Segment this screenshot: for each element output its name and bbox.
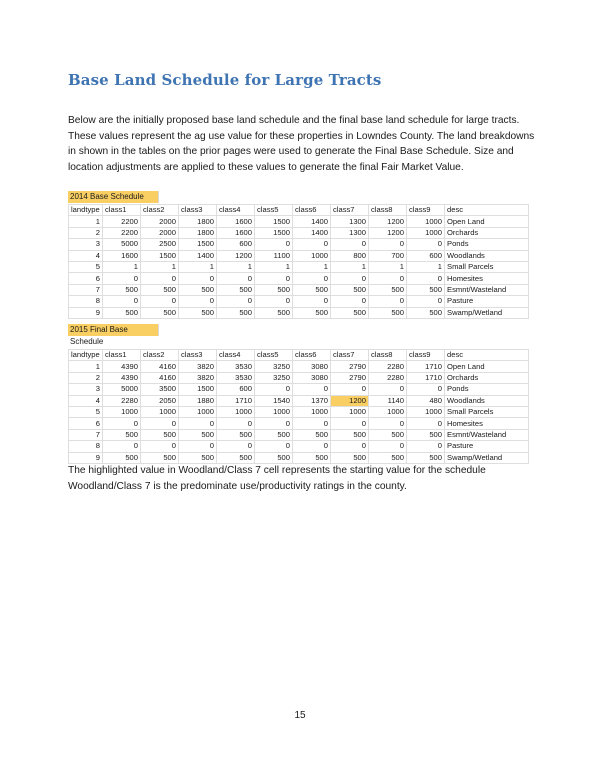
- table-row: [69, 284, 529, 295]
- column-header: class8: [369, 350, 407, 361]
- value-cell: 0: [369, 273, 407, 284]
- value-cell: 0: [293, 273, 331, 284]
- landtype-cell: 5: [69, 261, 103, 272]
- value-cell: 1: [103, 261, 141, 272]
- column-header: class3: [179, 205, 217, 216]
- value-cell: 3250: [255, 372, 293, 383]
- value-cell: 1000: [407, 216, 445, 227]
- desc-cell: Esmnt/Wasteland: [445, 284, 529, 295]
- value-cell: 0: [255, 273, 293, 284]
- value-cell: 1000: [369, 406, 407, 417]
- value-cell: 0: [141, 418, 179, 429]
- column-header: class1: [103, 205, 141, 216]
- value-cell: 3820: [179, 361, 217, 372]
- schedule-2014: [68, 186, 528, 319]
- value-cell: 500: [141, 284, 179, 295]
- value-cell: 0: [407, 273, 445, 284]
- value-cell: 1400: [293, 227, 331, 238]
- column-header: class7: [331, 350, 369, 361]
- value-cell: 1500: [179, 239, 217, 250]
- value-cell: 1000: [103, 406, 141, 417]
- schedule-title: 2014 Base Schedule: [68, 191, 159, 203]
- table-row: [69, 429, 529, 440]
- value-cell: 2000: [141, 227, 179, 238]
- value-cell: 0: [331, 384, 369, 395]
- table-row: [69, 250, 529, 261]
- intro-line: These values represent the ag use value for these properties in Lowndes County. The land breakdowns: [68, 130, 535, 142]
- value-cell: 3080: [293, 372, 331, 383]
- value-cell: 2280: [369, 361, 407, 372]
- value-cell: 0: [293, 296, 331, 307]
- value-cell: 1400: [179, 250, 217, 261]
- value-cell: 1710: [407, 372, 445, 383]
- value-cell: 0: [141, 441, 179, 452]
- value-cell: 1: [407, 261, 445, 272]
- landtype-cell: 8: [69, 441, 103, 452]
- value-cell: 500: [217, 284, 255, 295]
- value-cell: 0: [293, 239, 331, 250]
- value-cell: 1200: [217, 250, 255, 261]
- landtype-cell: 6: [69, 273, 103, 284]
- intro-line: Below are the initially proposed base land schedule and the final base land schedule for large tracts.: [68, 115, 520, 126]
- column-header: class5: [255, 350, 293, 361]
- value-cell: 1000: [141, 406, 179, 417]
- value-cell: 500: [103, 452, 141, 463]
- value-cell: 0: [407, 441, 445, 452]
- value-cell: 2790: [331, 372, 369, 383]
- desc-cell: Homesites: [445, 418, 529, 429]
- value-cell: 500: [255, 429, 293, 440]
- value-cell: 2500: [141, 239, 179, 250]
- value-cell: 500: [331, 429, 369, 440]
- value-cell: 3500: [141, 384, 179, 395]
- column-header: class4: [217, 350, 255, 361]
- value-cell: 1000: [407, 227, 445, 238]
- page-number: 15: [294, 710, 306, 721]
- desc-cell: Ponds: [445, 239, 529, 250]
- value-cell: 4390: [103, 372, 141, 383]
- value-cell: 0: [179, 273, 217, 284]
- landtype-cell: 3: [69, 384, 103, 395]
- value-cell: 500: [103, 307, 141, 318]
- column-header: class4: [217, 205, 255, 216]
- value-cell: 1: [369, 261, 407, 272]
- column-header: class1: [103, 350, 141, 361]
- table-header-row: [69, 350, 529, 361]
- table-row: [69, 273, 529, 284]
- value-cell: 0: [179, 296, 217, 307]
- intro-line: in shown in the tables on the prior pages were used to generate the Final Base Schedule. Size and: [68, 146, 514, 158]
- desc-cell: Orchards: [445, 372, 529, 383]
- value-cell: 1600: [217, 227, 255, 238]
- value-cell: 0: [293, 441, 331, 452]
- table-row: [69, 384, 529, 395]
- value-cell: 0: [255, 418, 293, 429]
- value-cell: 1500: [255, 227, 293, 238]
- value-cell: 500: [179, 429, 217, 440]
- value-cell: 0: [407, 239, 445, 250]
- value-cell: 0: [369, 239, 407, 250]
- value-cell: 0: [331, 239, 369, 250]
- value-cell: 1: [179, 261, 217, 272]
- schedule-table: [68, 204, 529, 319]
- value-cell: 500: [217, 429, 255, 440]
- value-cell: 1: [255, 261, 293, 272]
- value-cell: 1600: [217, 216, 255, 227]
- value-cell: 1710: [217, 395, 255, 406]
- table-row: [69, 239, 529, 250]
- landtype-cell: 9: [69, 307, 103, 318]
- value-cell: 500: [407, 452, 445, 463]
- value-cell: 1540: [255, 395, 293, 406]
- value-cell: 1100: [255, 250, 293, 261]
- value-cell: 0: [331, 296, 369, 307]
- landtype-cell: 1: [69, 361, 103, 372]
- value-cell: 600: [217, 239, 255, 250]
- value-cell: 1200: [369, 227, 407, 238]
- desc-cell: Homesites: [445, 273, 529, 284]
- value-cell: 500: [217, 307, 255, 318]
- column-header: class5: [255, 205, 293, 216]
- value-cell: 0: [103, 418, 141, 429]
- value-cell: 500: [103, 429, 141, 440]
- value-cell: 500: [293, 284, 331, 295]
- value-cell: 0: [369, 418, 407, 429]
- desc-cell: Woodlands: [445, 250, 529, 261]
- value-cell: 0: [293, 418, 331, 429]
- value-cell: 500: [141, 429, 179, 440]
- value-cell: 1600: [103, 250, 141, 261]
- column-header: class9: [407, 350, 445, 361]
- value-cell: 3080: [293, 361, 331, 372]
- schedule-table: [68, 349, 529, 464]
- value-cell: 500: [407, 284, 445, 295]
- column-header: desc: [445, 350, 529, 361]
- value-cell: 0: [255, 296, 293, 307]
- value-cell: 2280: [103, 395, 141, 406]
- value-cell: 500: [331, 284, 369, 295]
- value-cell: 500: [407, 429, 445, 440]
- value-cell: 1000: [217, 406, 255, 417]
- value-cell: 1000: [331, 406, 369, 417]
- value-cell: 480: [407, 395, 445, 406]
- value-cell: 0: [369, 384, 407, 395]
- value-cell: 0: [293, 384, 331, 395]
- value-cell: 1: [141, 261, 179, 272]
- value-cell: 1500: [141, 250, 179, 261]
- value-cell: 500: [179, 284, 217, 295]
- value-cell: 1000: [255, 406, 293, 417]
- schedule-title: 2015 Final Base Schedule: [68, 324, 159, 336]
- column-header: desc: [445, 205, 529, 216]
- value-cell: 1000: [293, 406, 331, 417]
- landtype-cell: 7: [69, 429, 103, 440]
- desc-cell: Esmnt/Wasteland: [445, 429, 529, 440]
- value-cell: 2050: [141, 395, 179, 406]
- value-cell: 1140: [369, 395, 407, 406]
- desc-cell: Pasture: [445, 296, 529, 307]
- value-cell: 1000: [293, 250, 331, 261]
- value-cell: 1880: [179, 395, 217, 406]
- value-cell: 4390: [103, 361, 141, 372]
- table-row: [69, 227, 529, 238]
- desc-cell: Swamp/Wetland: [445, 307, 529, 318]
- note-line: Woodland/Class 7 is the predominate use/productivity ratings in the county.: [68, 480, 407, 492]
- table-row: [69, 452, 529, 463]
- value-cell: 500: [331, 452, 369, 463]
- landtype-cell: 4: [69, 250, 103, 261]
- value-cell: 1: [331, 261, 369, 272]
- value-cell: 2000: [141, 216, 179, 227]
- value-cell: 2200: [103, 227, 141, 238]
- value-cell: 0: [255, 384, 293, 395]
- intro-line: location adjustments are applied to these values to generate the final Fair Market Value.: [68, 161, 464, 173]
- value-cell: 1300: [331, 216, 369, 227]
- desc-cell: Ponds: [445, 384, 529, 395]
- value-cell: 1800: [179, 216, 217, 227]
- desc-cell: Woodlands: [445, 395, 529, 406]
- column-header: class2: [141, 205, 179, 216]
- value-cell: 3530: [217, 372, 255, 383]
- schedule-2015: [68, 324, 528, 464]
- value-cell: 3250: [255, 361, 293, 372]
- landtype-cell: 4: [69, 395, 103, 406]
- value-cell: 1400: [293, 216, 331, 227]
- desc-cell: Open Land: [445, 216, 529, 227]
- value-cell: 0: [217, 273, 255, 284]
- value-cell: 0: [141, 273, 179, 284]
- value-cell: 2280: [369, 372, 407, 383]
- value-cell: 500: [179, 307, 217, 318]
- value-cell: 500: [293, 429, 331, 440]
- table-row: [69, 261, 529, 272]
- landtype-cell: 1: [69, 216, 103, 227]
- landtype-cell: 8: [69, 296, 103, 307]
- value-cell: 0: [255, 441, 293, 452]
- value-cell: 0: [407, 384, 445, 395]
- value-cell: 500: [293, 452, 331, 463]
- value-cell: 500: [369, 284, 407, 295]
- value-cell: 500: [217, 452, 255, 463]
- table-row: [69, 372, 529, 383]
- landtype-cell: 6: [69, 418, 103, 429]
- value-cell: 0: [331, 441, 369, 452]
- value-cell: 3820: [179, 372, 217, 383]
- landtype-cell: 5: [69, 406, 103, 417]
- desc-cell: Small Parcels: [445, 406, 529, 417]
- value-cell: 500: [293, 307, 331, 318]
- column-header: class6: [293, 205, 331, 216]
- value-cell: 0: [103, 296, 141, 307]
- highlighted-cell: 1200: [331, 395, 369, 406]
- value-cell: 0: [217, 441, 255, 452]
- note-line: The highlighted value in Woodland/Class 7 cell represents the starting value for the schedule: [68, 465, 486, 476]
- note-paragraph: [68, 463, 538, 494]
- value-cell: 4160: [141, 372, 179, 383]
- value-cell: 500: [255, 284, 293, 295]
- value-cell: 1200: [369, 216, 407, 227]
- value-cell: 600: [407, 250, 445, 261]
- value-cell: 1: [217, 261, 255, 272]
- landtype-cell: 9: [69, 452, 103, 463]
- value-cell: 800: [331, 250, 369, 261]
- table-row: [69, 307, 529, 318]
- value-cell: 600: [217, 384, 255, 395]
- value-cell: 500: [369, 452, 407, 463]
- landtype-cell: 2: [69, 372, 103, 383]
- desc-cell: Small Parcels: [445, 261, 529, 272]
- column-header: landtype: [69, 350, 103, 361]
- value-cell: 5000: [103, 384, 141, 395]
- value-cell: 0: [407, 418, 445, 429]
- value-cell: 0: [255, 239, 293, 250]
- value-cell: 500: [331, 307, 369, 318]
- table-row: [69, 406, 529, 417]
- table-row: [69, 395, 529, 406]
- value-cell: 1370: [293, 395, 331, 406]
- desc-cell: Pasture: [445, 441, 529, 452]
- value-cell: 1300: [331, 227, 369, 238]
- table-row: [69, 296, 529, 307]
- value-cell: 1000: [407, 406, 445, 417]
- value-cell: 500: [369, 307, 407, 318]
- value-cell: 0: [331, 418, 369, 429]
- value-cell: 0: [331, 273, 369, 284]
- desc-cell: Open Land: [445, 361, 529, 372]
- column-header: class7: [331, 205, 369, 216]
- value-cell: 0: [103, 441, 141, 452]
- column-header: landtype: [69, 205, 103, 216]
- value-cell: 500: [407, 307, 445, 318]
- value-cell: 1710: [407, 361, 445, 372]
- column-header: class2: [141, 350, 179, 361]
- landtype-cell: 7: [69, 284, 103, 295]
- page-heading: Base Land Schedule for Large Tracts: [68, 71, 382, 89]
- value-cell: 5000: [103, 239, 141, 250]
- value-cell: 500: [141, 452, 179, 463]
- value-cell: 0: [141, 296, 179, 307]
- column-header: class3: [179, 350, 217, 361]
- landtype-cell: 3: [69, 239, 103, 250]
- value-cell: 1500: [179, 384, 217, 395]
- landtype-cell: 2: [69, 227, 103, 238]
- table-row: [69, 216, 529, 227]
- value-cell: 500: [141, 307, 179, 318]
- value-cell: 0: [369, 441, 407, 452]
- column-header: class9: [407, 205, 445, 216]
- desc-cell: Swamp/Wetland: [445, 452, 529, 463]
- value-cell: 0: [369, 296, 407, 307]
- column-header: class6: [293, 350, 331, 361]
- value-cell: 3530: [217, 361, 255, 372]
- intro-paragraph: [68, 113, 538, 175]
- value-cell: 1000: [179, 406, 217, 417]
- value-cell: 500: [255, 452, 293, 463]
- value-cell: 1500: [255, 216, 293, 227]
- value-cell: 500: [103, 284, 141, 295]
- value-cell: 0: [179, 441, 217, 452]
- value-cell: 500: [255, 307, 293, 318]
- table-row: [69, 361, 529, 372]
- value-cell: 4160: [141, 361, 179, 372]
- value-cell: 2200: [103, 216, 141, 227]
- value-cell: 0: [217, 418, 255, 429]
- desc-cell: Orchards: [445, 227, 529, 238]
- value-cell: 700: [369, 250, 407, 261]
- value-cell: 2790: [331, 361, 369, 372]
- table-header-row: [69, 205, 529, 216]
- value-cell: 0: [407, 296, 445, 307]
- value-cell: 0: [217, 296, 255, 307]
- table-row: [69, 418, 529, 429]
- value-cell: 0: [103, 273, 141, 284]
- value-cell: 500: [179, 452, 217, 463]
- value-cell: 0: [179, 418, 217, 429]
- value-cell: 1: [293, 261, 331, 272]
- table-row: [69, 441, 529, 452]
- value-cell: 500: [369, 429, 407, 440]
- column-header: class8: [369, 205, 407, 216]
- value-cell: 1800: [179, 227, 217, 238]
